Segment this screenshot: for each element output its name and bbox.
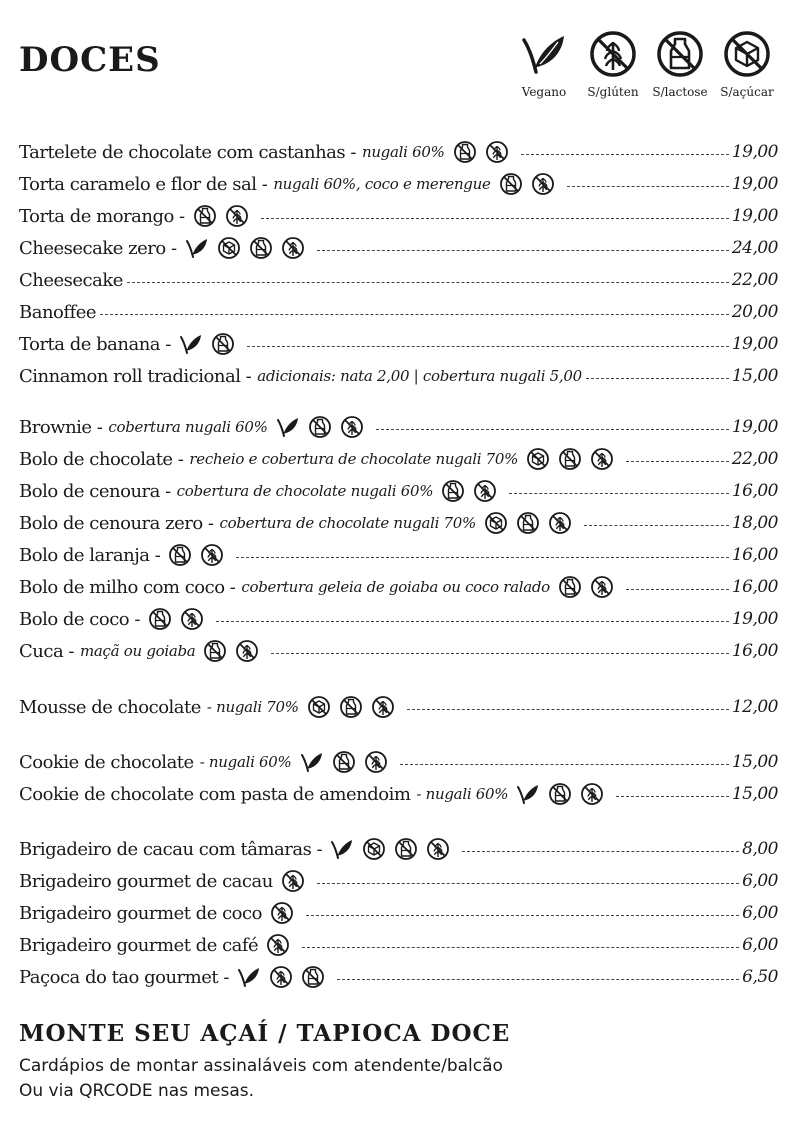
dot-leader [247,346,729,347]
no-lactose-icon [193,204,217,228]
item-name: Brigadeiro de cacau com tâmaras - [19,838,323,860]
item-diet-icons [266,933,298,957]
item-price: 19,00 [731,174,778,194]
leaf-icon [516,782,540,806]
item-diet-icons [179,332,243,356]
item-description: cobertura nugali 60% [108,418,268,436]
menu-item [19,898,778,928]
item-name: Brigadeiro gourmet de cacau [19,870,273,892]
no-gluten-icon [270,901,294,925]
legend-sugar-label: S/açúcar [720,85,774,99]
item-price: 19,00 [731,609,778,629]
legend-gluten-label: S/glúten [587,85,639,99]
item-diet-icons [307,695,403,719]
menu-item [19,962,778,992]
item-price: 6,00 [742,903,778,923]
item-price: 15,00 [731,366,778,386]
item-price: 24,00 [731,238,778,258]
item-price: 19,00 [731,206,778,226]
menu-item [19,265,778,295]
dot-leader [584,525,729,526]
no-lactose-icon [394,837,418,861]
dot-leader [236,557,729,558]
item-price: 18,00 [731,513,778,533]
no-sugar-icon [526,447,550,471]
item-name: Cinnamon roll tradicional - [19,365,252,387]
no-gluten-icon [180,607,204,631]
menu-item [19,540,778,570]
item-diet-icons [300,750,396,774]
no-lactose-icon [558,447,582,471]
item-description: nugali 60% [361,143,445,161]
item-description: maçã ou goiaba [79,642,196,660]
item-price: 19,00 [731,142,778,162]
menu-item [19,137,778,167]
no-gluten-icon [590,447,614,471]
legend-sugar [712,30,782,99]
legend-vegan [509,30,579,99]
item-price: 19,00 [731,334,778,354]
no-sugar-icon [723,30,771,78]
dot-leader [521,154,729,155]
item-diet-icons [281,869,313,893]
dot-leader [407,709,729,710]
no-gluten-icon [473,479,497,503]
menu-item [19,747,778,777]
leaf-icon [237,965,261,989]
item-diet-icons [185,236,313,260]
menu-item [19,834,778,864]
leaf-icon [185,236,209,260]
item-price: 20,00 [731,302,778,322]
dot-leader [271,653,728,654]
menu-item [19,361,778,391]
item-description: cobertura de chocolate nugali 60% [176,482,434,500]
item-diet-icons [276,415,372,439]
no-gluten-icon [548,511,572,535]
item-price: 6,50 [742,967,778,987]
item-price: 6,00 [742,935,778,955]
dot-leader [261,218,729,219]
item-diet-icons [441,479,505,503]
item-name: Bolo de cenoura zero - [19,512,214,534]
no-lactose-icon [558,575,582,599]
item-name: Brigadeiro gourmet de café [19,934,259,956]
no-gluten-icon [590,575,614,599]
menu-item [19,169,778,199]
menu-item [19,329,778,359]
item-name: Cheesecake zero - [19,237,177,259]
item-name: Torta de banana - [19,333,171,355]
no-lactose-icon [656,30,704,78]
no-lactose-icon [339,695,363,719]
menu-item [19,508,778,538]
dot-leader [586,378,729,379]
no-gluten-icon [426,837,450,861]
no-lactose-icon [516,511,540,535]
no-gluten-icon [340,415,364,439]
menu-item [19,444,778,474]
item-diet-icons [168,543,232,567]
diet-legend [512,30,787,110]
item-description: nugali 60%, coco e merengue [273,175,491,193]
no-lactose-icon [499,172,523,196]
item-price: 15,00 [731,752,778,772]
no-gluten-icon [266,933,290,957]
menu-item [19,866,778,896]
no-gluten-icon [364,750,388,774]
dot-leader [317,883,739,884]
item-diet-icons [526,447,622,471]
item-diet-icons [237,965,333,989]
dot-leader [317,250,729,251]
menu-item [19,476,778,506]
item-description: - nugali 60% [416,785,509,803]
item-name: Bolo de cenoura - [19,480,171,502]
leaf-icon [520,30,568,78]
item-description: adicionais: nata 2,00 | cobertura nugali 5,00 [257,367,582,385]
dot-leader [567,186,729,187]
page-title: DOCES [19,40,161,80]
dot-leader [462,851,739,852]
no-lactose-icon [249,236,273,260]
item-diet-icons [499,172,563,196]
item-price: 8,00 [742,839,778,859]
no-gluten-icon [235,639,259,663]
menu-item [19,297,778,327]
menu-item [19,572,778,602]
acai-note-line1: Cardápios de montar assinaláveis com atendente/balcão [19,1056,503,1076]
item-name: Bolo de laranja - [19,544,161,566]
dot-leader [127,282,729,283]
menu-item [19,604,778,634]
no-lactose-icon [203,639,227,663]
item-name: Torta de morango - [19,205,185,227]
item-name: Torta caramelo e flor de sal - [19,173,268,195]
dot-leader [509,493,729,494]
no-gluten-icon [200,543,224,567]
dot-leader [100,314,729,315]
item-name: Cuca - [19,640,74,662]
dot-leader [616,796,729,797]
item-diet-icons [484,511,580,535]
dot-leader [626,461,729,462]
dot-leader [306,915,739,916]
item-name: Bolo de milho com coco - [19,576,236,598]
item-price: 22,00 [731,270,778,290]
no-lactose-icon [332,750,356,774]
item-name: Bolo de coco - [19,608,140,630]
item-price: 16,00 [731,641,778,661]
item-price: 15,00 [731,784,778,804]
item-name: Cookie de chocolate com pasta de amendoim [19,783,411,805]
section-title-acai: MONTE SEU AÇAÍ / TAPIOCA DOCE [19,1020,511,1047]
item-diet-icons [558,575,622,599]
item-name: Banoffee [19,301,97,323]
item-price: 22,00 [731,449,778,469]
item-price: 16,00 [731,481,778,501]
dot-leader [376,429,729,430]
item-description: recheio e cobertura de chocolate nugali 70% [189,450,519,468]
no-gluten-icon [225,204,249,228]
item-price: 19,00 [731,417,778,437]
no-gluten-icon [580,782,604,806]
item-description: cobertura de chocolate nugali 70% [219,514,476,532]
menu-item [19,412,778,442]
dot-leader [216,621,729,622]
no-lactose-icon [168,543,192,567]
item-diet-icons [330,837,458,861]
item-description: - nugali 60% [199,753,292,771]
item-price: 6,00 [742,871,778,891]
dot-leader [302,947,739,948]
no-lactose-icon [453,140,477,164]
no-lactose-icon [148,607,172,631]
no-sugar-icon [362,837,386,861]
dot-leader [400,764,729,765]
menu-item [19,930,778,960]
no-gluten-icon [281,236,305,260]
menu-item [19,779,778,809]
item-name: Paçoca do tao gourmet - [19,966,229,988]
item-diet-icons [148,607,212,631]
leaf-icon [276,415,300,439]
no-gluten-icon [269,965,293,989]
item-name: Cheesecake [19,269,123,291]
item-price: 12,00 [731,697,778,717]
no-lactose-icon [308,415,332,439]
item-name: Bolo de chocolate - [19,448,184,470]
item-description: - nugali 70% [206,698,299,716]
item-diet-icons [203,639,267,663]
dot-leader [337,979,739,980]
item-name: Cookie de chocolate [19,751,194,773]
item-price: 16,00 [731,545,778,565]
no-gluten-icon [589,30,637,78]
item-price: 16,00 [731,577,778,597]
item-diet-icons [270,901,302,925]
no-lactose-icon [211,332,235,356]
legend-vegan-label: Vegano [521,85,567,99]
legend-lactose [645,30,715,99]
item-diet-icons [453,140,517,164]
leaf-icon [179,332,203,356]
item-name: Brigadeiro gourmet de coco [19,902,262,924]
menu-item [19,233,778,263]
menu-item [19,636,778,666]
no-gluten-icon [485,140,509,164]
item-name: Tartelete de chocolate com castanhas - [19,141,356,163]
dot-leader [626,589,729,590]
legend-lactose-label: S/lactose [652,85,708,99]
no-gluten-icon [371,695,395,719]
no-lactose-icon [548,782,572,806]
menu-item [19,692,778,722]
legend-gluten [578,30,648,99]
item-diet-icons [516,782,612,806]
item-description: cobertura geleia de goiaba ou coco ralado [241,578,550,596]
no-lactose-icon [301,965,325,989]
acai-note-line2: Ou via QRCODE nas mesas. [19,1081,255,1101]
no-gluten-icon [531,172,555,196]
item-name: Brownie - [19,416,103,438]
leaf-icon [330,837,354,861]
no-sugar-icon [484,511,508,535]
item-name: Mousse de chocolate [19,696,201,718]
menu-item [19,201,778,231]
leaf-icon [300,750,324,774]
no-sugar-icon [307,695,331,719]
no-gluten-icon [281,869,305,893]
item-diet-icons [193,204,257,228]
no-lactose-icon [441,479,465,503]
no-sugar-icon [217,236,241,260]
